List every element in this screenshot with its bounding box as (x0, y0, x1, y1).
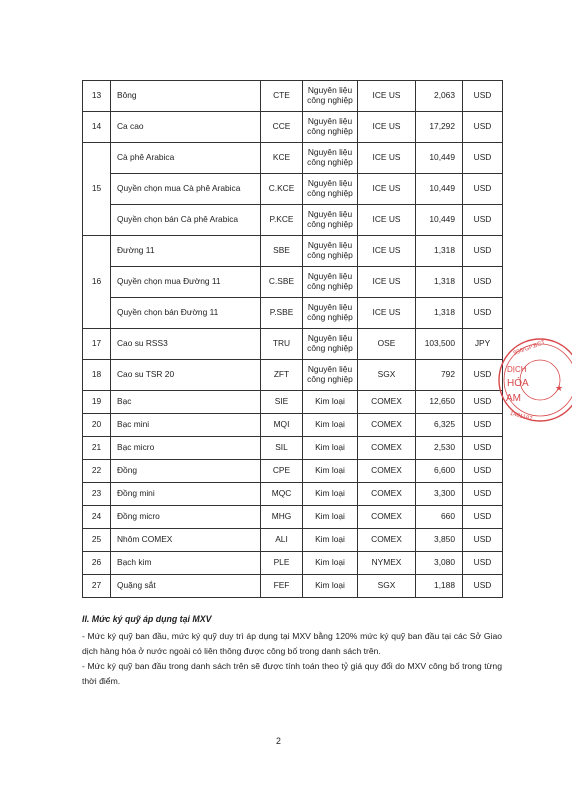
exchange: COMEX (358, 437, 416, 460)
table-row (83, 174, 503, 205)
table-row (83, 437, 503, 460)
product-group: Nguyên liệu công nghiệp (303, 143, 358, 174)
margin-value: 10,449 (416, 174, 463, 205)
product-group: Nguyên liệu công nghiệp (303, 298, 358, 329)
product-code: SIL (261, 437, 303, 460)
exchange: COMEX (358, 506, 416, 529)
margin-value: 1,318 (416, 298, 463, 329)
product-group: Nguyên liệu công nghiệp (303, 112, 358, 143)
svg-text:DỊCH: DỊCH (507, 365, 527, 374)
margin-value: 2,063 (416, 81, 463, 112)
currency: USD (463, 437, 503, 460)
product-name: Quyền chọn mua Đường 11 (111, 267, 261, 298)
margin-value: 6,325 (416, 414, 463, 437)
table-row (83, 483, 503, 506)
product-code: TRU (261, 329, 303, 360)
svg-text:996/GP.BCT: 996/GP.BCT (512, 339, 547, 357)
product-group: Nguyên liệu công nghiệp (303, 205, 358, 236)
exchange: COMEX (358, 414, 416, 437)
currency: USD (463, 236, 503, 267)
section-paragraph: - Mức ký quỹ ban đầu trong danh sách trên sẽ được tính toán theo tỷ giá quy đổi do MXV công bố trong từng thời điểm. (82, 661, 502, 686)
table-row (83, 460, 503, 483)
exchange: ICE US (358, 174, 416, 205)
section-heading: II. Mức ký quỹ áp dụng tại MXV (82, 614, 212, 624)
exchange: OSE (358, 329, 416, 360)
row-number: 14 (83, 112, 111, 143)
table-row (83, 298, 503, 329)
currency: USD (463, 81, 503, 112)
product-name: Quặng sắt (111, 575, 261, 598)
product-name: Bạc mini (111, 414, 261, 437)
product-code: MQI (261, 414, 303, 437)
margin-value: 6,600 (416, 460, 463, 483)
product-code: CPE (261, 460, 303, 483)
table-row (83, 81, 503, 112)
currency: USD (463, 529, 503, 552)
exchange: ICE US (358, 298, 416, 329)
product-group: Kim loại (303, 414, 358, 437)
svg-text:HÓA: HÓA (507, 378, 529, 389)
product-group: Nguyên liệu công nghiệp (303, 81, 358, 112)
currency: USD (463, 267, 503, 298)
product-group: Kim loại (303, 529, 358, 552)
product-name: Nhôm COMEX (111, 529, 261, 552)
product-group: Kim loại (303, 483, 358, 506)
product-name: Quyền chọn bán Cà phê Arabica (111, 205, 261, 236)
currency: USD (463, 414, 503, 437)
table-row (83, 575, 503, 598)
product-group: Nguyên liệu công nghiệp (303, 267, 358, 298)
currency: USD (463, 483, 503, 506)
exchange: NYMEX (358, 552, 416, 575)
table-row (83, 236, 503, 267)
product-name: Cao su RSS3 (111, 329, 261, 360)
currency: USD (463, 391, 503, 414)
margin-value: 1,188 (416, 575, 463, 598)
row-number: 25 (83, 529, 111, 552)
margin-value: 2,530 (416, 437, 463, 460)
row-number: 21 (83, 437, 111, 460)
product-name: Bạc (111, 391, 261, 414)
row-number: 18 (83, 360, 111, 391)
table-row (83, 552, 503, 575)
product-name: Đồng mini (111, 483, 261, 506)
currency: USD (463, 506, 503, 529)
product-name: Bạch kim (111, 552, 261, 575)
page-number: 2 (276, 736, 281, 746)
margin-value: 17,292 (416, 112, 463, 143)
table-row (83, 506, 503, 529)
product-name: Bông (111, 81, 261, 112)
margin-value: 792 (416, 360, 463, 391)
row-number: 24 (83, 506, 111, 529)
product-group: Nguyên liệu công nghiệp (303, 360, 358, 391)
product-group: Nguyên liệu công nghiệp (303, 174, 358, 205)
currency: USD (463, 174, 503, 205)
product-code: SBE (261, 236, 303, 267)
currency: USD (463, 205, 503, 236)
margin-value: 10,449 (416, 205, 463, 236)
currency: USD (463, 460, 503, 483)
exchange: ICE US (358, 267, 416, 298)
row-number: 17 (83, 329, 111, 360)
product-code: CCE (261, 112, 303, 143)
currency: USD (463, 360, 503, 391)
table-row (83, 143, 503, 174)
product-name: Đồng (111, 460, 261, 483)
product-code: C.SBE (261, 267, 303, 298)
table-row (83, 414, 503, 437)
row-number: 23 (83, 483, 111, 506)
currency: USD (463, 112, 503, 143)
table-row (83, 112, 503, 143)
currency: USD (463, 143, 503, 174)
product-name: Ca cao (111, 112, 261, 143)
table-row (83, 329, 503, 360)
row-number: 27 (83, 575, 111, 598)
product-code: SIE (261, 391, 303, 414)
currency: JPY (463, 329, 503, 360)
product-name: Đường 11 (111, 236, 261, 267)
product-name: Cao su TSR 20 (111, 360, 261, 391)
product-group: Kim loại (303, 506, 358, 529)
table-row (83, 267, 503, 298)
product-code: PLE (261, 552, 303, 575)
product-code: P.SBE (261, 298, 303, 329)
exchange: COMEX (358, 460, 416, 483)
margin-value: 1,318 (416, 236, 463, 267)
margin-value: 3,300 (416, 483, 463, 506)
row-number: 20 (83, 414, 111, 437)
product-group: Nguyên liệu công nghiệp (303, 236, 358, 267)
product-code: ALI (261, 529, 303, 552)
exchange: COMEX (358, 391, 416, 414)
product-code: MHG (261, 506, 303, 529)
exchange: ICE US (358, 143, 416, 174)
svg-text:AM: AM (506, 393, 521, 404)
margin-table (82, 80, 503, 598)
product-name: Quyền chọn mua Cà phê Arabica (111, 174, 261, 205)
product-code: KCE (261, 143, 303, 174)
exchange: ICE US (358, 112, 416, 143)
product-code: MQC (261, 483, 303, 506)
svg-text:1401187: 1401187 (509, 410, 533, 423)
product-name: Quyền chọn bán Đường 11 (111, 298, 261, 329)
margin-value: 3,850 (416, 529, 463, 552)
margin-value: 103,500 (416, 329, 463, 360)
product-code: P.KCE (261, 205, 303, 236)
product-group: Kim loại (303, 391, 358, 414)
svg-text:★: ★ (555, 383, 564, 393)
section-paragraph: - Mức ký quỹ ban đầu, mức ký quỹ duy trì áp dụng tại MXV bằng 120% mức ký quỹ ban đầu tại các Sở Giao dịch hàng hóa ở nước ngoài có liên thông được công bố trong danh sách trên. (82, 631, 502, 656)
row-number: 26 (83, 552, 111, 575)
product-group: Kim loại (303, 575, 358, 598)
currency: USD (463, 298, 503, 329)
product-name: Cà phê Arabica (111, 143, 261, 174)
currency: USD (463, 575, 503, 598)
exchange: SGX (358, 575, 416, 598)
row-number: 22 (83, 460, 111, 483)
margin-section (82, 612, 502, 689)
product-code: ZFT (261, 360, 303, 391)
table-row (83, 391, 503, 414)
row-number: 16 (83, 236, 111, 329)
table-row (83, 529, 503, 552)
margin-table-body (83, 81, 503, 598)
row-number: 19 (83, 391, 111, 414)
product-code: FEF (261, 575, 303, 598)
table-row (83, 360, 503, 391)
exchange: COMEX (358, 529, 416, 552)
product-code: CTE (261, 81, 303, 112)
product-group: Nguyên liệu công nghiệp (303, 329, 358, 360)
currency: USD (463, 552, 503, 575)
table-row (83, 205, 503, 236)
exchange: ICE US (358, 236, 416, 267)
product-name: Bạc micro (111, 437, 261, 460)
product-group: Kim loại (303, 460, 358, 483)
margin-value: 3,080 (416, 552, 463, 575)
product-group: Kim loại (303, 437, 358, 460)
exchange: SGX (358, 360, 416, 391)
exchange: ICE US (358, 81, 416, 112)
margin-value: 12,650 (416, 391, 463, 414)
row-number: 13 (83, 81, 111, 112)
margin-value: 660 (416, 506, 463, 529)
product-group: Kim loại (303, 552, 358, 575)
product-name: Đồng micro (111, 506, 261, 529)
margin-value: 10,449 (416, 143, 463, 174)
margin-value: 1,318 (416, 267, 463, 298)
product-code: C.KCE (261, 174, 303, 205)
exchange: ICE US (358, 205, 416, 236)
official-seal-stamp (502, 330, 572, 430)
exchange: COMEX (358, 483, 416, 506)
row-number: 15 (83, 143, 111, 236)
